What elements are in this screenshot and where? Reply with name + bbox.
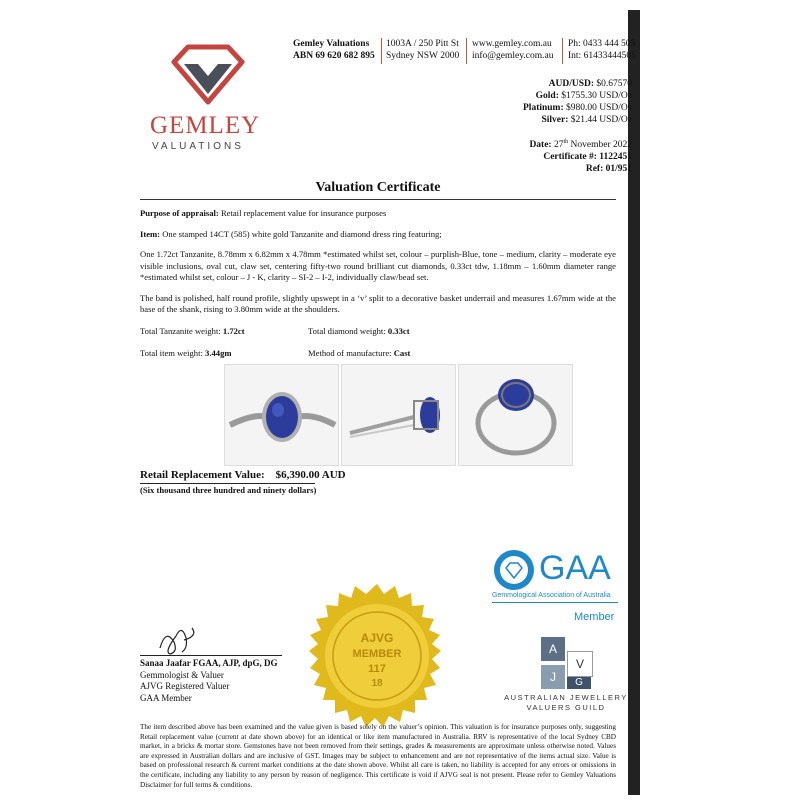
retail-underline <box>140 483 315 484</box>
ref-label: Ref: <box>585 164 604 175</box>
ajvg-gold-seal <box>304 584 450 730</box>
header-divider <box>562 38 563 64</box>
signatory-registration: AJVG Registered Valuer <box>140 681 230 691</box>
purpose-text: Retail replacement value for insurance purposes <box>220 208 387 218</box>
disclaimer: The item described above has been examined and the value given is based solely on the valuer’s opinion. This valuation is for insurance purposes only, suggesting Retail replacement value (current at date shown above) for an identical or like item manufactured in Australia. RRV is representative of the local Sydney CBD market, in a bricks & mortar store. Gemstones have not been removed from their settings, grades & measurements are approximate unless otherwise noted. Values are expressed in Australian dollars and are inclusive of GST. Images may be subject to enhancement and are not representative of the items actual size. Value is based on professional research & current market conditions at the date shown above. Whilst all care is taken, no liability is accepted for any errors or omissions in the certificate, including any liability to any person by reason of negligence. This certificate is void if AJVG seal is not present. Please refer to Gemley Valuations Disclaimer for full terms & conditions. <box>140 723 616 789</box>
gaa-full-name: Gemmological Association of Australia <box>492 592 611 599</box>
retail-value <box>140 469 346 481</box>
ring-photo-top <box>224 364 339 466</box>
retail-value-words: (Six thousand three hundred and ninety dollars) <box>140 485 317 495</box>
date-suffix: th <box>563 139 569 145</box>
stone-description: One 1.72ct Tanzanite, 8.78mm x 6.82mm x 4.78mm *estimated whilst set, colour – purplish-Blue, tone – medium, clarity – moderate eye visible inclusions, oval cut, claw set, centering fifty-two round brilliant cut diamonds, 0.33ct tdw, 1.18mm – 1.60mm diameter range *estimated whilst set, colour – J - K, clarity – SI-2 – I-2, individually claw/bead set. <box>140 249 616 282</box>
intl-phone: Int: 61433444505 <box>568 51 636 61</box>
ring-photo-side <box>341 364 456 466</box>
gold-value: $1755.30 USD/Oz <box>561 91 632 101</box>
certificate-number: 1122451 <box>599 152 632 163</box>
email-link[interactable]: info@gemley.com.au <box>472 51 554 61</box>
company-block <box>293 38 375 62</box>
ring-photo-back <box>458 364 573 466</box>
tanzanite-weight-value: 1.72ct <box>222 326 245 336</box>
date-rest: November 2022 <box>568 140 632 151</box>
band-description: The band is polished, half round profile, slightly upswept in a ‘v’ split to a decorative basket underrail and measures 1.67mm wide at the base of the shank, rising to 3.80mm wide at the shoulders. <box>140 292 616 314</box>
company-abn: ABN 69 620 682 895 <box>293 51 375 61</box>
item-text: One stamped 14CT (585) white gold Tanzanite and diamond dress ring featuring; <box>162 228 442 239</box>
seal-line1: AJVG <box>360 631 394 645</box>
header-divider <box>466 38 467 64</box>
signatory-name: Sanaa Jaafar FGAA, AJP, dpG, DG <box>140 658 278 668</box>
retail-value-label: Retail Replacement Value: <box>140 469 265 481</box>
signatory-membership: GAA Member <box>140 692 192 703</box>
ajvg-letter-v: V <box>567 651 593 677</box>
phone: Ph: 0433 444 505 <box>568 39 636 49</box>
platinum-label: Platinum: <box>523 103 564 113</box>
signature-scribble <box>148 618 238 660</box>
ajvg-name-line2: VALUERS GUILD <box>526 703 606 712</box>
gaa-rule <box>492 602 618 603</box>
side-bar <box>628 10 640 795</box>
signature-line <box>140 655 282 656</box>
gaa-member: Member <box>574 611 615 623</box>
ref-number: 01/951 <box>605 164 632 175</box>
purpose-label: Purpose of appraisal: <box>140 208 219 218</box>
gold-label: Gold: <box>535 91 559 101</box>
ajvg-letter-j: J <box>541 665 565 689</box>
diamond-weight-label: Total diamond weight: <box>308 326 386 336</box>
tanzanite-weight <box>140 326 245 338</box>
company-name: Gemley Valuations <box>293 39 370 49</box>
rates-block <box>432 78 632 126</box>
title-rule <box>140 199 616 200</box>
address-line2: Sydney NSW 2000 <box>386 51 460 61</box>
manufacture-method-label: Method of manufacture: <box>308 348 392 358</box>
seal-line2: MEMBER <box>352 648 402 660</box>
date-day: 27 <box>553 140 564 151</box>
manufacture-method-value: Cast <box>393 348 411 358</box>
platinum-value: $980.00 USD/Oz <box>566 103 632 113</box>
gaa-abbr: GAA <box>539 549 611 587</box>
seal-line4: 18 <box>371 678 383 689</box>
date-label: Date: <box>529 140 552 151</box>
item-label: Item: <box>140 228 161 239</box>
aud-usd-value: $0.67570 <box>596 79 632 89</box>
signatory-role: Gemmologist & Valuer <box>140 669 224 680</box>
silver-value: $21.44 USD/Oz <box>570 115 632 125</box>
address-block <box>386 38 459 62</box>
manufacture-method <box>308 348 410 360</box>
certificate-label: Certificate #: <box>543 152 597 163</box>
ajvg-logo-icon <box>541 637 593 689</box>
gemley-diamond-logo-icon <box>168 44 248 106</box>
phone-block <box>568 38 636 62</box>
silver-label: Silver: <box>541 115 569 125</box>
ajvg-letter-g: G <box>567 677 591 689</box>
ajvg-name-line1: AUSTRALIAN JEWELLERY <box>504 693 628 702</box>
ajvg-letter-a: A <box>541 637 565 661</box>
aud-usd-label: AUD/USD: <box>548 79 594 89</box>
signatory-block <box>140 658 278 704</box>
address-line1: 1003A / 250 Pitt St <box>386 39 459 49</box>
item-weight-label: Total item weight: <box>140 348 203 358</box>
document-title: Valuation Certificate <box>315 180 441 195</box>
diamond-weight <box>308 326 410 338</box>
web-block <box>472 38 553 62</box>
web-link[interactable]: www.gemley.com.au <box>472 39 552 49</box>
diamond-weight-value: 0.33ct <box>387 326 410 336</box>
header-divider <box>381 38 382 64</box>
logo-subtitle: VALUATIONS <box>152 141 244 152</box>
item-weight <box>140 348 232 360</box>
retail-value-amount: $6,390.00 AUD <box>275 469 346 481</box>
logo-name: GEMLEY <box>150 112 261 139</box>
seal-line3: 117 <box>368 663 386 675</box>
meta-block <box>432 136 632 175</box>
certificate-body <box>140 208 616 325</box>
item-weight-value: 3.44gm <box>205 348 232 358</box>
tanzanite-weight-label: Total Tanzanite weight: <box>140 326 221 336</box>
gaa-emblem-icon <box>492 548 536 592</box>
